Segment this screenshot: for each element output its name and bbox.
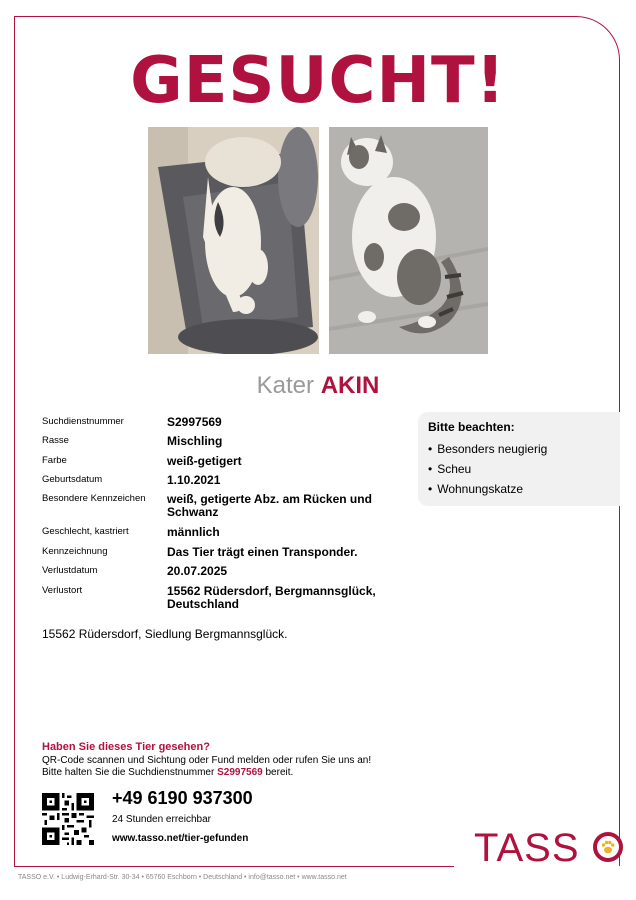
- detail-value: 20.07.2025: [167, 564, 228, 578]
- seen-reminder-post: bereit.: [265, 767, 294, 778]
- note-title: Bitte beachten:: [428, 420, 515, 434]
- poster-title: GESUCHT!: [130, 44, 506, 118]
- note-list: [428, 442, 547, 502]
- pet-name-heading: [0, 372, 636, 400]
- detail-value: weiß, getigerte Abz. am Rücken und Schwanz: [167, 492, 372, 519]
- logo-text: TASS: [474, 826, 580, 870]
- qr-code[interactable]: [42, 793, 94, 845]
- detail-label: Farbe: [42, 455, 67, 466]
- pet-prefix: Kater: [256, 372, 315, 399]
- website-link[interactable]: www.tasso.net/tier-gefunden: [112, 833, 249, 844]
- detail-label: Verlustdatum: [42, 565, 98, 576]
- detail-label: Geschlecht, kastriert: [42, 526, 129, 537]
- detail-value: männlich: [167, 525, 220, 539]
- cat-photo-lying: [148, 127, 319, 354]
- detail-label: Verlustort: [42, 585, 83, 596]
- detail-label: Rasse: [42, 435, 69, 446]
- location-description: 15562 Rüdersdorf, Siedlung Bergmannsglück.: [42, 627, 288, 641]
- poster-frame-bottom: [14, 866, 454, 867]
- detail-label: Geburtsdatum: [42, 474, 103, 485]
- note-item: • Besonders neugierig: [428, 442, 547, 462]
- paw-icon: [592, 831, 624, 863]
- seen-reminder-pre: Bitte halten Sie die Suchdienstnummer: [42, 767, 215, 778]
- detail-value: weiß-getigert: [167, 454, 242, 468]
- detail-label: Suchdienstnummer: [42, 416, 124, 427]
- pet-name: AKIN: [320, 372, 380, 399]
- note-box: [418, 412, 620, 506]
- seen-question: Haben Sie dieses Tier gesehen?: [42, 741, 210, 753]
- seen-reminder: [42, 767, 293, 778]
- footer-address: TASSO e.V. • Ludwig-Erhard-Str. 30-34 • 65760 Eschborn • Deutschland • info@tasso.net • www.tasso.net: [18, 874, 347, 881]
- seen-reminder-number: S2997569: [217, 767, 263, 778]
- phone-number[interactable]: +49 6190 937300: [112, 788, 253, 808]
- tasso-logo: [474, 826, 624, 872]
- seen-instruction: QR-Code scannen und Sichtung oder Fund melden oder rufen Sie uns an!: [42, 755, 372, 766]
- cat-photo-standing: [329, 127, 488, 354]
- availability-text: 24 Stunden erreichbar: [112, 814, 211, 825]
- detail-value: Das Tier trägt einen Transponder.: [167, 545, 358, 559]
- detail-label: Kennzeichnung: [42, 546, 108, 557]
- detail-value: 1.10.2021: [167, 473, 221, 487]
- detail-value: 15562 Rüdersdorf, Bergmannsglück, Deutschland: [167, 584, 376, 611]
- note-item: • Scheu: [428, 462, 547, 482]
- detail-value: Mischling: [167, 434, 223, 448]
- detail-value: S2997569: [167, 415, 222, 429]
- note-item: • Wohnungskatze: [428, 482, 547, 502]
- detail-label: Besondere Kennzeichen: [42, 493, 146, 504]
